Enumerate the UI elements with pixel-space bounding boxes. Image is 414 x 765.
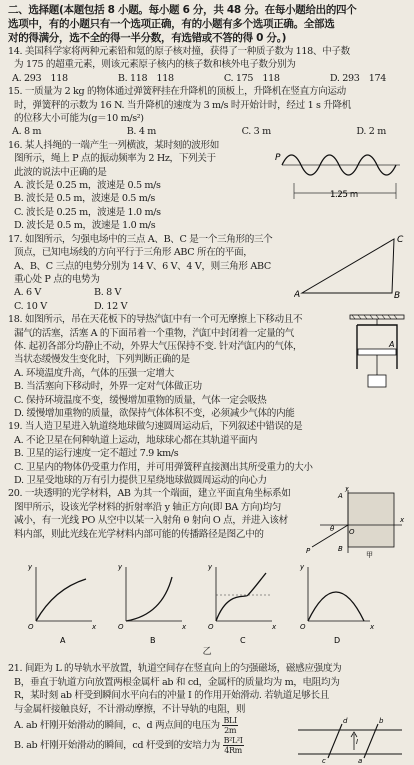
graph-label: D (334, 636, 340, 646)
x-label: x (92, 623, 96, 632)
impulse-label: I (356, 738, 358, 747)
a-label: a (358, 757, 362, 765)
piston-label: A (389, 340, 395, 350)
question-text: 为 175 的超重元素，则该元素原子核内的核子数和核外电子数分别为 (14, 59, 296, 71)
vertex-c-label: C (397, 234, 403, 245)
option-a: A. 8 m (12, 126, 42, 138)
denominator: 2m (224, 726, 237, 736)
question-text: 15. 一质量为 2 kg 的物体通过弹簧秤挂在升降机的顶板上，升降机在竖直方向运动 (8, 86, 346, 98)
option-c: C. 175 118 (223, 72, 280, 84)
question-text: 重心处 P 点的电势为 (14, 273, 100, 285)
option-b: B. 波长是 0.5 m，波速是 0.5 m/s (14, 193, 155, 205)
question-text: 17. 如图所示，匀强电场中的三点 A、B、C 是一个三角形的三个 (8, 233, 273, 245)
angle-label: θ (330, 525, 334, 534)
graph-label: B (150, 636, 156, 646)
origin-label: O (28, 623, 34, 632)
question-14 (8, 45, 406, 85)
question-text: 与金属杆接触良好，不计滑动摩擦，不计导轨的电阻，则 (14, 703, 246, 715)
question-18 (8, 313, 406, 420)
option-b: B. 118 118 (117, 72, 174, 84)
option-d: D. 12 V (94, 300, 128, 312)
ceiling-hatch (352, 315, 397, 319)
option-c: C. 波长是 0.25 m，波速是 1.0 m/s (14, 206, 161, 218)
path-curve (126, 577, 172, 621)
option-c: C. 3 m (241, 126, 271, 138)
question-text: 料内部，则此光线在光学材料内部可能的传播路径是图乙中的 (14, 528, 264, 540)
x-label: x (182, 623, 186, 632)
option-d: D. 缓慢增加重物的质量，欲保持气体体积不变，必须减少气体的内能 (14, 407, 295, 419)
origin-label: O (349, 528, 355, 537)
wave-figure (274, 139, 406, 217)
denominator: 4Rm (224, 746, 242, 756)
cylinder-figure (348, 313, 406, 395)
question-text: 图甲所示，设该光学材料的折射率沿 y 轴正方向(即 BA 方向)均匀 (14, 501, 282, 513)
numerator: BLI (223, 716, 237, 726)
graph-b (117, 563, 187, 645)
weight (368, 375, 386, 387)
header-line: 选项中，有的小题只有一个选项正确，有的小题有多个选项正确。全部选 (8, 18, 335, 30)
fraction (222, 716, 237, 735)
x-label: x (370, 623, 374, 632)
numerator: B²L²I (223, 736, 243, 746)
graph-label: A (60, 636, 66, 646)
vertex-a-label: A (294, 289, 300, 299)
point-p-label: P (306, 547, 310, 556)
header-line: 二、选择题(本题包括 8 小题。每小题 6 分，共 48 分。在每小题给出的四个 (8, 4, 357, 16)
option-a: A. 波长是 0.25 m，波速是 0.5 m/s (14, 180, 161, 192)
option-a: A. 6 V (14, 287, 42, 299)
graph-label: C (240, 636, 246, 646)
path-curve (36, 579, 86, 621)
option-d: D. 2 m (356, 126, 386, 138)
question-16 (8, 139, 406, 233)
option-c: C. 保持环境温度不变，缓慢增加重物的质量，气体一定会吸热 (14, 394, 267, 406)
point-b-label: B (338, 545, 343, 554)
option-b-text: B. ab 杆刚开始滑动的瞬间，cd 杆受到的安培力为 (14, 740, 220, 752)
point-a-label: A (338, 492, 343, 501)
y-label: y (118, 563, 122, 572)
question-text: 的位移大小可能为(g＝10 m/s²) (14, 113, 144, 125)
question-21 (8, 662, 406, 765)
option-b: B. 4 m (126, 126, 157, 138)
x-label: x (272, 623, 276, 632)
question-text: 14. 美国科学家将两种元素铅和氪的原子核对撞，获得了一种质子数为 118、中子数 (8, 46, 350, 57)
rod-cd (328, 724, 342, 758)
c-label: c (322, 757, 326, 765)
origin-label: O (300, 623, 306, 632)
path-curve (216, 573, 266, 621)
options-row (8, 72, 406, 85)
question-15 (8, 85, 406, 139)
question-text: 19. 当人造卫星进入轨道绕地球做匀速圆周运动后，下列叙述中错误的是 (8, 421, 303, 433)
rails-figure (294, 714, 406, 764)
option-b: B. 卫星的运行速度一定不超过 7.9 km/s (14, 448, 179, 460)
question-text: 16. 某人抖绳的一端产生一列横波，某时刻的波形如 (8, 139, 220, 151)
question-20 (8, 487, 406, 658)
vertex-b-label: B (394, 290, 400, 299)
question-text: 21. 间距为 L 的导轨水平放置，轨道空间存在竖直向上的匀强磁场，磁感应强度为 (8, 663, 342, 675)
origin-label: O (208, 623, 214, 632)
graph-c (207, 563, 277, 645)
question-text: 顶点，已知电场线的方向平行于三角形 ABC 所在的平面， (14, 247, 253, 259)
question-text: R，某时刻 ab 杆受到瞬间水平向右的冲量 I 的作用开始滑动. 若轨道足够长且 (14, 690, 329, 702)
x-label: x (400, 516, 404, 525)
origin-label: O (118, 623, 124, 632)
option-d: D. 波长是 0.5 m，波速是 1.0 m/s (14, 220, 156, 232)
options-row (8, 300, 406, 313)
b-label: b (379, 717, 384, 726)
question-17 (8, 233, 406, 313)
triangle-figure (294, 233, 406, 299)
question-text: 体. 起初各部分均静止不动，外界大气压保持不变. 针对汽缸内的气体， (14, 340, 303, 352)
figure-yi-label: 乙 (202, 647, 212, 658)
material-block (348, 493, 394, 547)
option-c: C. 10 V (14, 300, 47, 312)
triangle-abc (302, 239, 394, 293)
y-label: y (208, 563, 212, 572)
question-text: 时，弹簧秤的示数为 16 N. 当升降机的速度为 3 m/s 时开始计时，经过 1 s 升降机 (14, 99, 352, 111)
options-row (8, 286, 294, 299)
piston (358, 349, 396, 355)
question-text: 当状态缓慢发生变化时，下列判断正确的是 (14, 354, 190, 366)
question-text: B，垂直于轨道方向放置两根金属杆 ab 和 cd，金属杆的质量均为 m，电阻均为 (14, 676, 340, 688)
path-options-figure (8, 559, 404, 649)
header-line: 对的得满分，选不全的得一半分数，有选错或不答的得 0 分。) (8, 32, 287, 44)
graph-a (27, 563, 97, 645)
question-text: 此波的说法中正确的是 (14, 166, 107, 178)
d-label: d (343, 717, 348, 726)
option-d: D. 卫星受地球的万有引力提供卫星绕地球做圆周运动的向心力 (14, 475, 267, 486)
option-d: D. 293 174 (329, 72, 386, 84)
graph-d (299, 563, 375, 645)
path-curve (308, 592, 364, 621)
question-text: 18. 如图所示，吊在天花板下的导热汽缸中有一个可无摩擦上下移动且不 (8, 314, 303, 326)
option-a: A. 293 118 (12, 72, 68, 84)
point-p-label: P (275, 152, 281, 163)
option-b: B. 当活塞向下移动时，外界一定对气体做正功 (14, 381, 202, 393)
figure-jia-label: 甲 (366, 551, 373, 560)
length-label: 1.25 m (330, 189, 358, 200)
question-text: 20. 一块透明的光学材料，AB 为其一个端面，建立平面直角坐标系如 (8, 488, 291, 500)
question-text: A、B、C 三点的电势分别为 14 V、6 V、4 V，则三角形 ABC (14, 260, 271, 272)
option-a: A. 不论卫星在何种轨道上运动，地球球心都在其轨道平面内 (14, 434, 258, 446)
section-header (8, 3, 406, 45)
y-label: y (300, 563, 304, 572)
question-text: 漏气的活塞，活塞 A 的下面吊着一个重物，汽缸中封闭着一定量的气 (14, 327, 295, 339)
option-c: C. 卫星内的物体仍受重力作用，并可用弹簧秤直接测出其所受重力的大小 (14, 461, 313, 473)
option-b: B. 8 V (94, 287, 122, 299)
y-label: y (28, 563, 32, 572)
rod-ab (364, 724, 378, 758)
options-row (8, 125, 406, 138)
question-text: 图所示，绳上 P 点的振动频率为 2 Hz，下列关于 (14, 153, 216, 165)
option-a: A. 环境温度升高，气体的压强一定增大 (14, 367, 174, 379)
optical-material-figure (298, 487, 406, 559)
y-label: y (345, 487, 349, 493)
question-19 (8, 420, 406, 487)
option-a-text: A. ab 杆刚开始滑动的瞬间，c、d 两点间的电压为 (14, 720, 220, 732)
fraction (223, 736, 244, 755)
question-text: 减小，有一光线 PO 从空中以某一入射角 θ 射向 O 点，并进入该材 (14, 515, 288, 527)
